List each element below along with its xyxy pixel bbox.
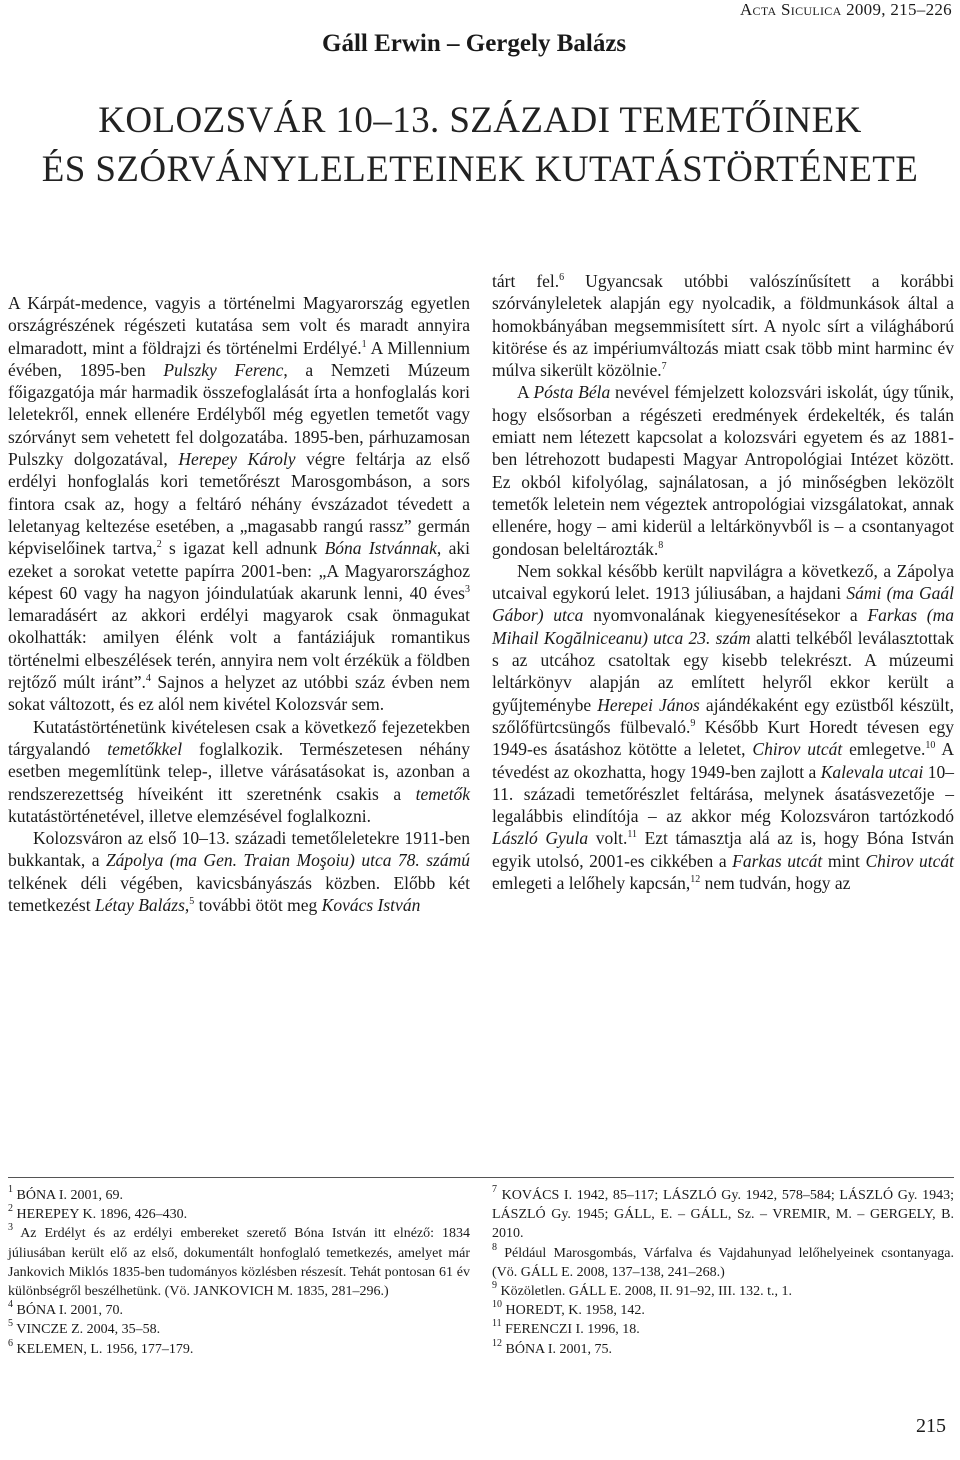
text-run: tárt fel. (492, 271, 560, 291)
footnote-number: 10 (492, 1299, 502, 1311)
authors: Gáll Erwin – Gergely Balázs (322, 30, 627, 57)
footnote-text: BÓNA I. 2001, 70. (16, 1303, 124, 1319)
footnote (492, 1301, 954, 1320)
text-run: A tévedést az okozhatta, hogy 1949-ben zajlott a (492, 739, 954, 782)
right-column (492, 270, 954, 894)
footnotes-left (8, 1186, 470, 1359)
text-run: további ötöt meg (194, 895, 322, 916)
place-name: Chirov utcát (752, 739, 843, 760)
text-run: Kutatástörténetünk kivételesen csak a következő fejezetekben tárgyalandó (8, 716, 470, 759)
footnote-ref[interactable]: 1 (361, 338, 367, 350)
footnote-text: BÓNA I. 2001, 75. (505, 1341, 613, 1357)
footnote-text: KELEMEN, L. 1956, 177–179. (16, 1341, 194, 1357)
text-run: kutatástörténetével, illetve elemzésével foglalkozni. (8, 805, 371, 826)
text-run: Ugyancsak utóbbi valószínűsített a korábbi szórványleletek alapján egy nyolcadik, a földmunkások által a homokbányában megsemmisített sírt. A nyolc sírt a világháború kitörése és az impériumváltozás miatt csak több mint harminc év múlva sikerült közölnie. (492, 271, 955, 381)
place-name: Farkas (ma Mihail Kogălniceanu) utca 23. szám (492, 605, 955, 648)
footnote (492, 1337, 954, 1359)
person-name: Pulszky Ferenc (163, 359, 284, 380)
footnote (492, 1186, 954, 1244)
place-name: Chirov utcát (865, 850, 954, 871)
footnote-ref[interactable]: 5 (189, 896, 195, 908)
footnote-ref[interactable]: 12 (690, 874, 701, 886)
footnote-number: 1 (8, 1184, 13, 1195)
text-run: mint (822, 850, 866, 871)
footnote-ref[interactable]: 6 (559, 272, 565, 283)
text-run: A (517, 382, 534, 403)
text-run: s igazat kell adnunk (161, 538, 325, 559)
footnote-number: 2 (8, 1203, 13, 1215)
footnote-number: 3 (8, 1222, 13, 1234)
text-run: , aki ezeket a sorokat vetette papírra 2001-ben: „A Magyarországhoz képest 60 vagy ha nagyon jóindulatúak akarunk lenni, 40 éves (8, 538, 470, 603)
place-name: Zápolya (ma Gen. Traian Moşoiu) utca 78. számú (105, 850, 471, 871)
footnote-text: Közöletlen. GÁLL E. 2008, II. 91–92, III. 132. t., 1. (500, 1284, 792, 1300)
place-name: Sámi (ma Gaál Gábor) utca (492, 583, 954, 626)
text-run: , (184, 895, 190, 916)
person-name: Pósta Béla (533, 382, 611, 403)
text-run: nevével fémjelzett kolozsvári iskolát, úgy tűnik, hogy elsősorban a régészeti eredmények érdekelték, és talán emiatt nem létezett kapcsolat a kolozsvári egyetem és az 1881-ben létrehozott budapesti Magyar Antropológiai Intézet között. Ez okból kifolyólag, sajnálatosan, a jó minőségben leközölt temetők leletein nem végeztek antropológiai vizsgálatokat, annak ellenére, hogy – ami kiderül a leltárkönyvből is – a csontanyagot gondosan beleltározták. (492, 382, 954, 559)
footnote-ref[interactable]: 8 (658, 539, 664, 551)
place-name: Kalevala utcai (820, 761, 924, 782)
footnote (492, 1320, 954, 1339)
text-run: volt. (588, 828, 628, 849)
footnote-number: 11 (492, 1318, 502, 1330)
text-run: telkének déli végében, kavicsbányászás közben. Előbb két temetkezést (8, 872, 470, 916)
footnote-number: 9 (492, 1280, 497, 1292)
footnote (492, 1282, 954, 1301)
footnote-text: HEREPEY K. 1896, 426–430. (16, 1207, 188, 1223)
text-run: alatti telkéből leválasztottak s az utcához csatoltak egy kisebb telekrészt. A múzeumi leltárkönyv alapján az említett helyről ekkor került a gyűjteménybe (492, 627, 954, 715)
text-run: Nem sokkal később került napvilágra a következő, a Zápolya utcaival egykorú lelet. 1913 júliusában, a hajdani (492, 560, 954, 604)
text-run: lemaradásért az akkori erdélyi magyarok csak önmagukat okolhatták: amilyen élénk volt a fantáziájuk romantikus történelmi elbeszélések terén, annyira nem volt érzékük a földben rejtőző múlt iránt”. (8, 605, 470, 693)
footnote-text: Például Marosgombás, Várfalva és Vajdahunyad lelőhelyeinek csontanyaga. (Vö. GÁLL E. 2008, 137–138, 241–268.) (492, 1245, 954, 1280)
footnote-text: BÓNA I. 2001, 69. (16, 1188, 124, 1203)
footnote-number: 6 (8, 1337, 13, 1349)
text-run: nyomvonalának kiegyenesítésekor a (583, 605, 868, 626)
footnote-text: FERENCZI I. 1996, 18. (505, 1322, 640, 1338)
title-line-1: KOLOZSVÁR 10–13. SZÁZADI TEMETŐINEK (98, 100, 862, 141)
person-name: László Gyula (492, 828, 589, 849)
footnote-number: 5 (8, 1318, 13, 1330)
person-name: Létay Balázs (94, 895, 185, 916)
footnote-ref[interactable]: 3 (465, 583, 470, 595)
footnote-number: 8 (492, 1241, 497, 1253)
text-run: A Millennium évében, 1895-ben (8, 337, 470, 380)
footnote-ref[interactable]: 7 (661, 361, 667, 373)
emphasis: temetők (415, 783, 470, 804)
footnote-ref[interactable]: 4 (145, 673, 151, 685)
text-run: Sajnos a helyzet az utóbbi száz évben nem sokat változott, és ez alól nem kivétel Kolozsvár sem. (8, 672, 470, 715)
footnote-text: KOVÁCS I. 1942, 85–117; LÁSZLÓ Gy. 1942, 578–584; LÁSZLÓ Gy. 1943; LÁSZLÓ Gy. 1945; GÁLL, E. – GÁLL, Sz. – VREMIR, M. – GERGELY, B. 2010. (492, 1188, 954, 1242)
footnote-number: 4 (8, 1299, 13, 1311)
footnote-text: Az Erdélyt és az erdélyi embereket szerető Bóna István itt elnéző: 1834 júliusában került elő az első, dokumentált honfoglaló temetkezés, amelyet már Jankovich Miklós 1835-ben tudományos közlésben részesít. Tehát pontosan 61 év különbségről beszélhetünk. (Vö. JANKOVICH M. 1835, 281–296.) (8, 1226, 470, 1300)
title-line-2: ÉS SZÓRVÁNYLELETEINEK KUTATÁSTÖRTÉNETE (41, 149, 919, 190)
paragraph (492, 560, 954, 894)
footnote (492, 1241, 954, 1282)
text-run: Később Kurt Horedt tévesen egy 1949-es ásatáshoz kötötte a leletet, (492, 716, 954, 760)
text-run: végre feltárja az első erdélyi honfoglalás kori temetőrészt Marosgombáson, a sors fintora csak az, hogy a feltáró néhány évszázadot tévedett a leletanyag keltezése esetében, a „magasabb rangú rassz” germán képviselőinek tartva, (8, 449, 470, 559)
footnote-ref[interactable]: 9 (690, 717, 696, 729)
footnote-divider (8, 1177, 954, 1178)
footnote (8, 1320, 470, 1339)
footnotes-right (492, 1186, 954, 1359)
footnote (8, 1337, 470, 1359)
footnote-text: HOREDT, K. 1958, 142. (505, 1303, 645, 1319)
paragraph (8, 292, 470, 716)
left-column (8, 292, 470, 916)
text-run: A Kárpát-medence, vagyis a történelmi Magyarország egyetlen országrészének régészeti kutatása sem volt és maradt annyira elmaradott, mint a földrajzi és történelmi Erdélyé. (8, 293, 470, 358)
article-title (0, 96, 960, 194)
footnote-number: 12 (492, 1337, 502, 1349)
paragraph (492, 270, 954, 381)
text-run: , a Nemzeti Múzeum főigazgatója már harmadik összefoglalását írta a honfoglalás kori leletekről, ennek ellenére Erdélyből még egyetlen temetőt vagy szórványt sem vehetett fel dolgozatába. 1895-ben, párhuzamosan Pulszky dolgozatával, (8, 359, 470, 470)
person-name: Bóna Istvánnak (324, 538, 437, 559)
journal-citation: Acta Siculica 2009, 215–226 (739, 0, 952, 19)
footnote-ref[interactable]: 11 (627, 829, 637, 841)
text-run: Ezt támasztja alá az is, hogy Bóna István egyik utolsó, 2001-es cikkében a (492, 828, 954, 871)
footnote-ref[interactable]: 2 (156, 539, 162, 551)
text-run: 10–11. századi temetőrészlet feltárása, melynek ásatásvezetője – legalábbis elindítója – az akkor még Kolozsváron tartózkodó (492, 761, 955, 827)
place-name: Farkas utcát (732, 850, 823, 871)
emphasis: temetőkkel (107, 738, 183, 759)
page-number: 215 (916, 1415, 946, 1437)
text-run: foglalkozik. Természetesen néhány esetben megemlítünk telep-, illetve várásatásokat is, azonban a rendszerezettség híveiként itt szeretnénk csakis a (8, 738, 470, 804)
footnote (8, 1224, 470, 1301)
footnote (8, 1186, 470, 1205)
footnote (8, 1301, 470, 1320)
paragraph (8, 827, 470, 916)
text-run: Kolozsváron az első 10–13. századi temetőleletekre 1911-ben bukkantak, a (8, 828, 470, 871)
text-run: emlegetve. (842, 739, 926, 760)
footnote (8, 1205, 470, 1224)
person-name: Herepei János (597, 694, 700, 715)
footnote-text: VINCZE Z. 2004, 35–58. (16, 1322, 161, 1338)
text-run: ajándékaként egy ezüstből készült, szőlőfürtcsüngős fülbevaló. (492, 694, 954, 737)
text-run: emlegeti a lelőhely kapcsán, (492, 873, 691, 894)
footnote-ref[interactable]: 10 (925, 740, 936, 752)
person-name: Herepey Károly (178, 449, 296, 470)
person-name: Kovács István (321, 895, 421, 916)
footnote-number: 7 (492, 1184, 497, 1195)
paragraph (8, 716, 470, 827)
text-run: nem tudván, hogy az (700, 873, 851, 894)
paragraph (492, 381, 954, 559)
